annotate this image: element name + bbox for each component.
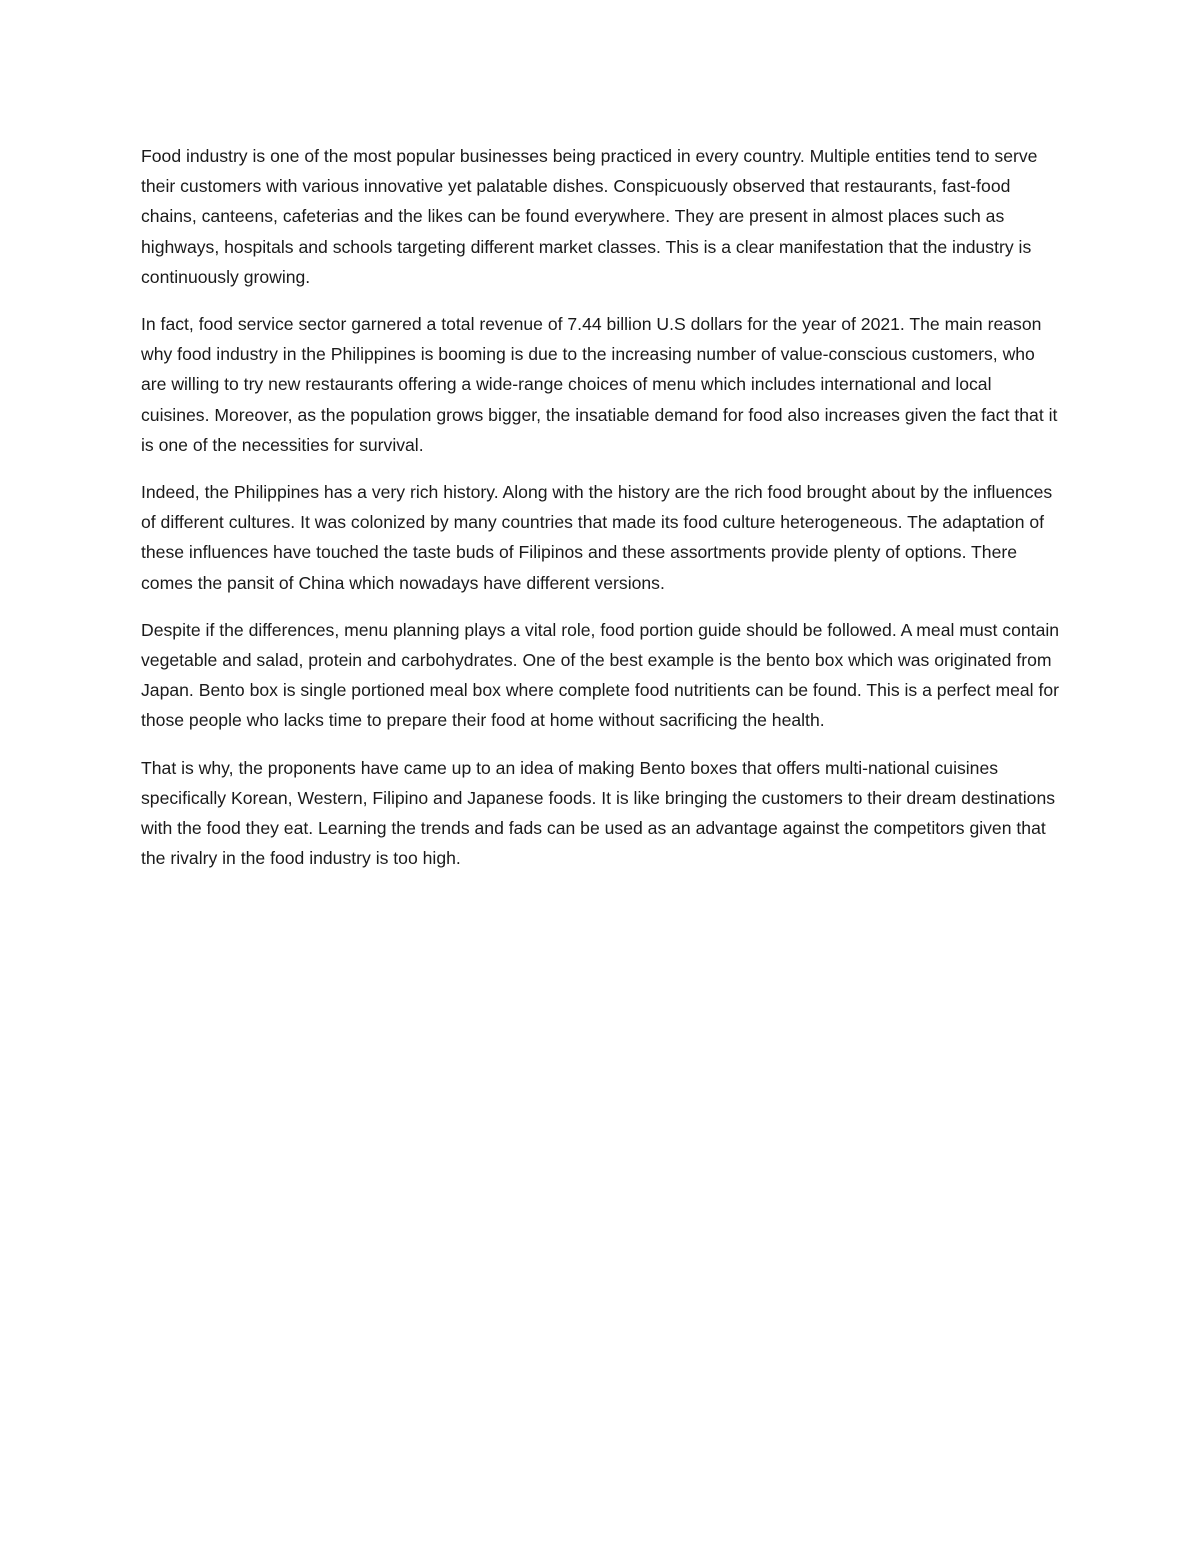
- paragraph-4: Despite if the differences, menu planning plays a vital role, food portion guide should be followed. A meal must contain vegetable and salad, protein and carbohydrates. One of the best example is the bento box which was originated from Japan. Bento box is single portioned meal box where complete food nutritients can be found. This is a perfect meal for those people who lacks time to prepare their food at home without sacrificing the health.: [141, 619, 1060, 731]
- paragraph-3: Indeed, the Philippines has a very rich history. Along with the history are the rich food brought about by the influences of different cultures. It was colonized by many countries that made its food culture heterogeneous. The adaptation of these influences have touched the taste buds of Filipinos and these assortments provide plenty of options. There comes the pansit of China which nowadays have different versions.: [141, 482, 1053, 593]
- paragraph-1: Food industry is one of the most popular businesses being practiced in every country. Multiple entities tend to serve their customers with various innovative yet palatable dishes. Conspicuously observed that restaurants, fast-food chains, canteens, cafeterias and the likes can be found everywhere. They are present in almost places such as highways, hospitals and schools targeting different market classes. This is a clear manifestation that the industry is continuously growing.: [141, 146, 1038, 287]
- paragraph-2: In fact, food service sector garnered a total revenue of 7.44 billion U.S dollars for the year of 2021. The main reason why food industry in the Philippines is booming is due to the increasing number of value-conscious customers, who are willing to try new restaurants offering a wide-range choices of menu which includes international and local cuisines. Moreover, as the population grows bigger, the insatiable demand for food also increases given the fact that it is one of the necessities for survival.: [141, 314, 1058, 455]
- paragraph-5: That is why, the proponents have came up to an idea of making Bento boxes that offers multi-national cuisines specifically Korean, Western, Filipino and Japanese foods. It is like bringing the customers to their dream destinations with the food they eat. Learning the trends and fads can be used as an advantage against the competitors given that the rivalry in the food industry is too high.: [141, 757, 1056, 869]
- document-body: [141, 141, 1061, 890]
